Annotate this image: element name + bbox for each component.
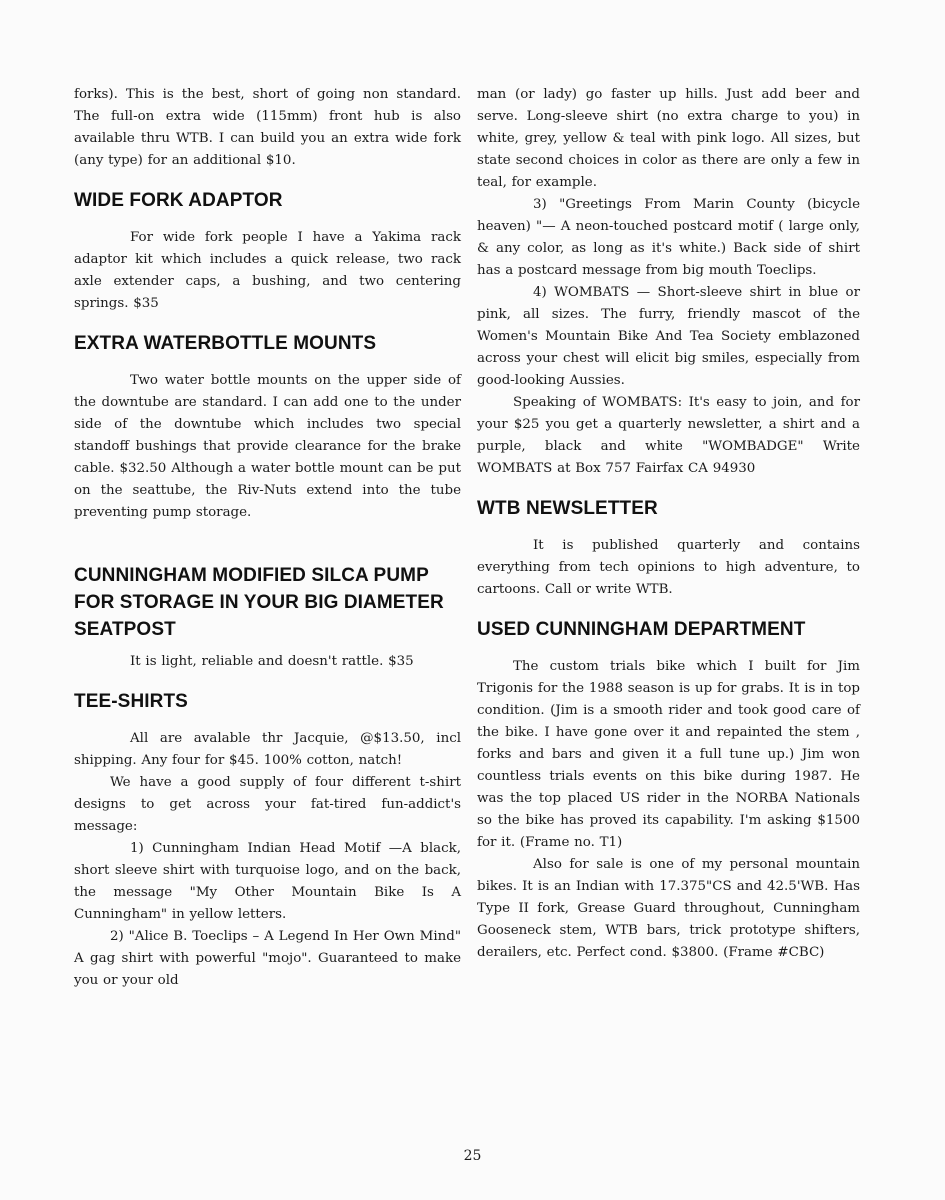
tee-shirts-price-paragraph: All are avalable thr Jacquie, @$13.50, incl shipping. Any four for $45. 100% cotton, natch!: [74, 731, 461, 768]
right-column: [477, 84, 860, 964]
page-number: 25: [463, 1148, 482, 1164]
wombats-join-paragraph: Speaking of WOMBATS: It's easy to join, and for your $25 you get a quarterly newsletter, a shirt and a purple, black and white "WOMBADGE" Write WOMBATS at Box 757 Fairfax CA 94930: [477, 395, 860, 476]
wtb-newsletter-heading: WTB NEWSLETTER: [477, 498, 658, 519]
wide-fork-adaptor-paragraph: For wide fork people I have a Yakima rack adaptor kit which includes a quick release, two rack axle extender caps, a bushing, and two centering springs. $35: [74, 230, 461, 311]
wtb-newsletter-paragraph: It is published quarterly and contains everything from tech opinions to high adventure, to cartoons. Call or write WTB.: [477, 538, 860, 597]
silca-pump-paragraph: It is light, reliable and doesn't rattle. $35: [130, 654, 414, 669]
fork-intro-paragraph: forks). This is the best, short of going non standard. The full-on extra wide (115mm) front hub is also available thru WTB. I can build you an extra wide fork (any type) for an additional $10.: [74, 87, 461, 168]
waterbottle-mounts-paragraph: Two water bottle mounts on the upper side of the downtube are standard. I can add one to the under side of the downtube which includes two special standoff bushings that provide clearance for the brake cable. $32.50 Although a water bottle mount can be put on the seattube, the Riv-Nuts extend into the tube preventing pump storage.: [74, 373, 461, 520]
silca-pump-heading: CUNNINGHAM MODIFIED SILCA PUMP FOR STORAGE IN YOUR BIG DIAMETER SEATPOST: [74, 565, 444, 640]
tee-shirts-heading: TEE-SHIRTS: [74, 691, 188, 712]
wombats-shirt-paragraph: 4) WOMBATS — Short-sleeve shirt in blue or pink, all sizes. The furry, friendly mascot of the Women's Mountain Bike And Tea Society emblazoned across your chest will elicit big smiles, especially from good-looking Aussies.: [477, 285, 860, 388]
waterbottle-mounts-heading: EXTRA WATERBOTTLE MOUNTS: [74, 333, 377, 354]
tee-shirts-intro-paragraph: We have a good supply of four different t-shirt designs to get across your fat-tired fun-addict's message:: [74, 775, 461, 834]
alice-toeclips-shirt-paragraph: 2) "Alice B. Toeclips – A Legend In Her Own Mind" A gag shirt with powerful "mojo". Guaranteed to make you or your old: [74, 929, 461, 988]
alice-toeclips-continued-paragraph: man (or lady) go faster up hills. Just add beer and serve. Long-sleeve shirt (no extra charge to you) in white, grey, yellow & teal with pink logo. All sizes, but state second choices in color as there are only a few in teal, for example.: [477, 87, 860, 190]
greetings-marin-shirt-paragraph: 3) "Greetings From Marin County (bicycle heaven) "— A neon-touched postcard motif ( large only, & any color, as long as it's white.) Back side of shirt has a postcard message from big mouth Toeclips.: [477, 197, 860, 278]
trials-bike-paragraph: The custom trials bike which I built for Jim Trigonis for the 1988 season is up for grabs. It is in top condition. (Jim is a smooth rider and took good care of the bike. I have gone over it and repainted the stem , forks and bars and given it a full tune up.) Jim won countless trials events on this bike during 1987. He was the top placed US rider in the NORBA Nationals so the bike has proved its capability. I'm asking $1500 for it. (Frame no. T1): [477, 659, 860, 850]
used-cunningham-heading: USED CUNNINGHAM DEPARTMENT: [477, 619, 806, 640]
left-column: [74, 84, 461, 992]
indian-head-shirt-paragraph: 1) Cunningham Indian Head Motif —A black, short sleeve shirt with turquoise logo, and on the back, the message "My Other Mountain Bike Is A Cunningham" in yellow letters.: [74, 841, 461, 922]
personal-bike-paragraph: Also for sale is one of my personal mountain bikes. It is an Indian with 17.375"CS and 42.5'WB. Has Type II fork, Grease Guard throughout, Cunningham Gooseneck stem, WTB bars, trick prototype shifters, derailers, etc. Perfect cond. $3800. (Frame #CBC): [477, 857, 860, 960]
wide-fork-adaptor-heading: WIDE FORK ADAPTOR: [74, 190, 283, 211]
